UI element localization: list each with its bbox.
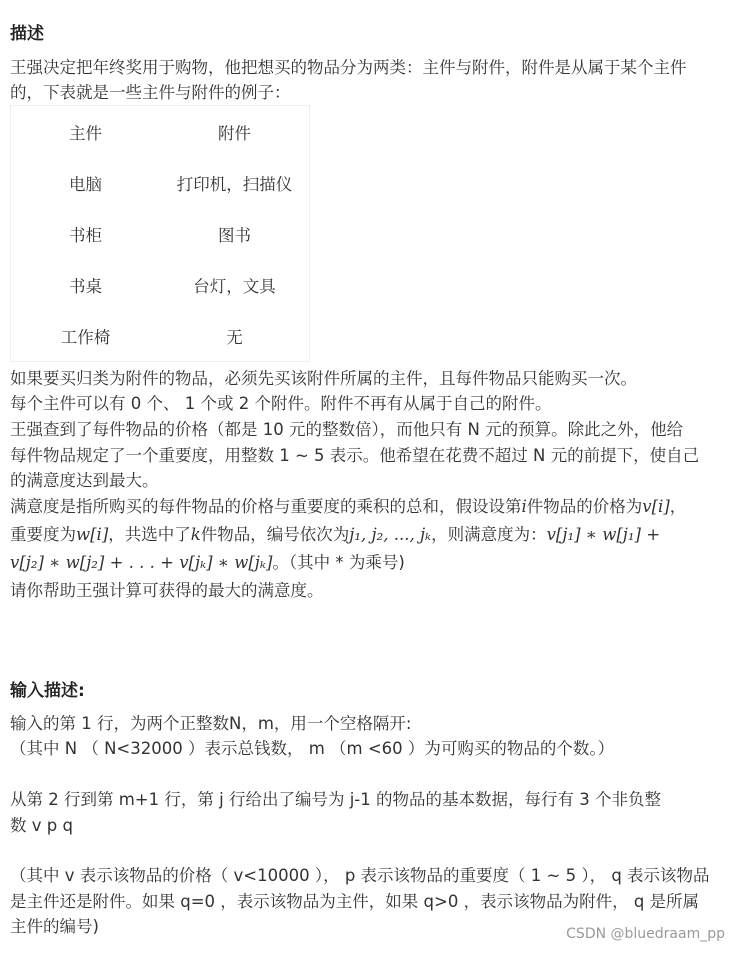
table-cell-attach: 台灯，文具 [193,276,276,296]
input-line-2: （其中 N （ N<32000 ）表示总钱数， m （m <60 ）为可购买的物品的个数。） [10,739,615,758]
intro-line-2: 的，下表就是一些主件与附件的例子： [10,83,291,102]
table-cell-main: 工作椅 [60,327,111,347]
input-line-3: 从第 2 行到第 m+1 行，第 j 行给出了编号为 j-1 的物品的基本数据，每行有 3 个非负整 [10,790,661,809]
table-cell-main: 书柜 [68,225,102,245]
csdn-watermark: CSDN @bluedraam_pp [566,926,725,942]
rules-text: 。（其中 * 为乘号) [272,553,405,572]
math-satisfaction-part-2: v[j₂] ∗ w[j₂] + . . . + v[jₖ] ∗ w[jₖ] [10,553,273,572]
rules-line-4: 每件物品规定了一个重要度，用整数 1 ~ 5 表示。他希望在花费不超过 N 元的前提下，使自己 [10,446,700,465]
intro-line-1: 王强决定把年终奖用于购物，他把想买的物品分为两类：主件与附件，附件是从属于某个主件 [10,58,687,77]
rules-text: 件物品的价格为 [526,497,643,516]
main-attachment-table [10,105,310,362]
input-line-5: （其中 v 表示该物品的价格（ v<10000 ）， p 表示该物品的重要度（ 1 ~ 5 ）， q 表示该物品 [10,866,710,885]
table-cell-attach: 打印机，扫描仪 [176,174,293,194]
rules-line-8 [10,550,736,575]
rules-text: 重要度为 [10,525,76,544]
table-cell-main: 书桌 [68,276,102,296]
math-satisfaction-part-1: v[j₁] ∗ w[j₁] + [546,525,661,544]
rules-line-6 [10,494,736,519]
table-header-main: 主件 [68,123,102,143]
rules-line-9: 请你帮助王强计算可获得的最大的满意度。 [10,581,324,600]
rules-line-3: 王强查到了每件物品的价格（都是 10 元的整数倍），而他只有 N 元的预算。除此之外，他给 [10,420,684,439]
math-k: k [190,525,201,544]
math-v-i: v[i] [642,497,670,516]
rules-line-2: 每个主件可以有 0 个、 1 个或 2 个附件。附件不再有从属于自己的附件。 [10,394,552,413]
math-i: i [521,497,527,516]
rules-text: ，共选中了 [108,525,191,544]
rules-line-1: 如果要买归类为附件的物品，必须先买该附件所属的主件，且每件物品只能购买一次。 [10,369,637,388]
table-cell-attach: 图书 [217,225,251,245]
description-heading: 描述 [10,24,44,44]
input-description-heading: 输入描述: [10,681,85,701]
rules-line-5: 的满意度达到最大。 [10,471,159,490]
table-row [11,310,310,362]
math-w-i: w[i] [76,525,109,544]
rules-text: ， [669,497,687,516]
math-j-sequence: j₁, j₂, ..., jₖ [349,525,432,544]
rules-text: 满意度是指所购买的每件物品的价格与重要度的乘积的总和，假设设第 [10,497,522,516]
input-line-7: 主件的编号) [10,917,99,936]
table-row [11,157,310,208]
table-row [11,106,310,158]
input-line-4: 数 v p q [10,816,73,835]
table-cell-attach: 无 [226,327,243,347]
rules-text: ，则满意度为： [431,525,547,544]
rules-text: 件物品，编号依次为 [200,525,350,544]
rules-line-7 [10,522,736,547]
table-row [11,208,310,259]
input-line-1: 输入的第 1 行，为两个正整数N，m，用一个空格隔开: [10,714,412,733]
table-row [11,259,310,310]
table-cell-main: 电脑 [68,174,102,194]
table-header-attach: 附件 [217,123,251,143]
input-line-6: 是主件还是附件。如果 q=0 ，表示该物品为主件，如果 q>0 ，表示该物品为附件， q 是所属 [10,892,700,911]
